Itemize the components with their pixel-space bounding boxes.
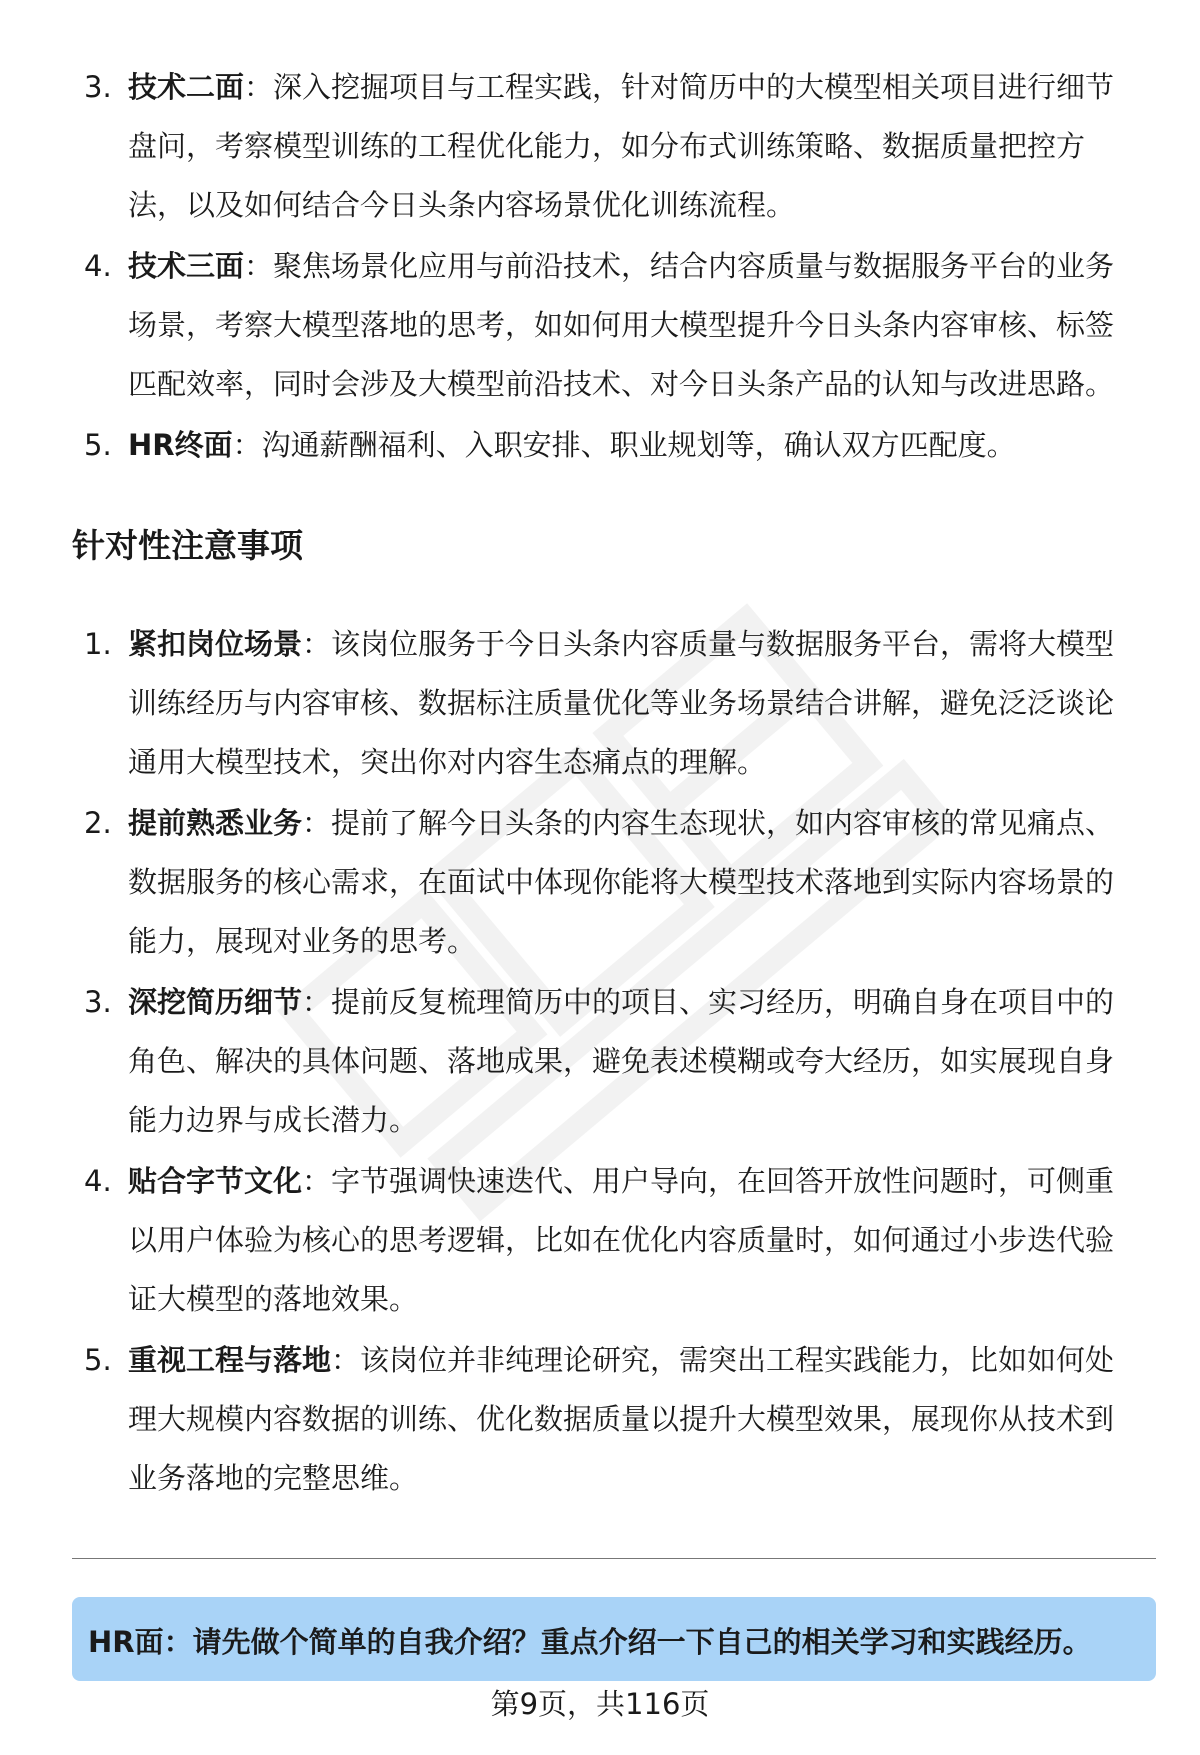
section-title: 针对性注意事项: [72, 526, 303, 565]
item-text: 训练经历与内容审核、数据标注质量优化等业务场景结合讲解，避免泛泛谈论: [128, 686, 1115, 720]
list-item: 5. HR终面：沟通薪酬福利、入职安排、职业规划等，确认双方匹配度。: [128, 416, 1148, 475]
list-number: 5.: [84, 428, 112, 462]
item-text: 该岗位并非纯理论研究，需突出工程实践能力，比如如何处: [360, 1343, 1115, 1377]
item-text: 法，以及如何结合今日头条内容场景优化训练流程。: [128, 188, 796, 222]
divider: [72, 1558, 1156, 1559]
list-item: 1. 紧扣岗位场景：该岗位服务于今日头条内容质量与数据服务平台，需将大模型 训练经历与内容审核、数据标注质量优化等业务场景结合讲解，避免泛泛谈论 通用大模型技术，突出你对内容生态痛点的理解。: [128, 615, 1148, 792]
list-item: 2. 提前熟悉业务：提前了解今日头条的内容生态现状，如内容审核的常见痛点、 数据服务的核心需求，在面试中体现你能将大模型技术落地到实际内容场景的 能力，展现对业务的思考。: [128, 794, 1148, 971]
item-text: 能力，展现对业务的思考。: [128, 924, 477, 958]
list-number: 1.: [84, 627, 112, 661]
item-text: 提前了解今日头条的内容生态现状，如内容审核的常见痛点、: [331, 806, 1115, 840]
question-box: [72, 1597, 1156, 1681]
item-text: 能力边界与成长潜力。: [128, 1103, 419, 1137]
item-text: 字节强调快速迭代、用户导向，在回答开放性问题时，可侧重: [331, 1164, 1115, 1198]
item-text: 数据服务的核心需求，在面试中体现你能将大模型技术落地到实际内容场景的: [128, 865, 1115, 899]
item-text: 以用户体验为核心的思考逻辑，比如在优化内容质量时，如何通过小步迭代验: [128, 1223, 1115, 1257]
list-item: 4. 贴合字节文化：字节强调快速迭代、用户导向，在回答开放性问题时，可侧重 以用户体验为核心的思考逻辑，比如在优化内容质量时，如何通过小步迭代验 证大模型的落地效果。: [128, 1152, 1148, 1329]
item-title: 技术三面: [128, 249, 245, 283]
list-item: 5. 重视工程与落地：该岗位并非纯理论研究，需突出工程实践能力，比如如何处 理大规模内容数据的训练、优化数据质量以提升大模型效果，展现你从技术到 业务落地的完整思维。: [128, 1331, 1148, 1508]
list-number: 2.: [84, 806, 112, 840]
page-number: 第9页，共116页: [490, 1687, 710, 1721]
item-text: 匹配效率，同时会涉及大模型前沿技术、对今日头条产品的认知与改进思路。: [128, 367, 1115, 401]
question-text: HR面：请先做个简单的自我介绍？重点介绍一下自己的相关学习和实践经历。: [88, 1625, 1092, 1659]
item-text: 盘问，考察模型训练的工程优化能力，如分布式训练策略、数据质量把控方: [128, 129, 1086, 163]
list-item: 3. 深挖简历细节：提前反复梳理简历中的项目、实习经历，明确自身在项目中的 角色、解决的具体问题、落地成果，避免表述模糊或夸大经历，如实展现自身 能力边界与成长潜力。: [128, 973, 1148, 1150]
item-text: 场景，考察大模型落地的思考，如如何用大模型提升今日头条内容审核、标签: [128, 308, 1115, 342]
item-text: 聚焦场景化应用与前沿技术，结合内容质量与数据服务平台的业务: [273, 249, 1115, 283]
item-text: 沟通薪酬福利、入职安排、职业规划等，确认双方匹配度。: [261, 428, 1016, 462]
list-number: 3.: [84, 70, 112, 104]
item-text: 证大模型的落地效果。: [128, 1282, 419, 1316]
item-title: 贴合字节文化: [128, 1164, 303, 1198]
list-number: 5.: [84, 1343, 112, 1377]
item-title: 紧扣岗位场景: [128, 627, 303, 661]
item-text: 理大规模内容数据的训练、优化数据质量以提升大模型效果，展现你从技术到: [128, 1402, 1115, 1436]
item-text: 角色、解决的具体问题、落地成果，避免表述模糊或夸大经历，如实展现自身: [128, 1044, 1115, 1078]
item-title: 提前熟悉业务: [128, 806, 303, 840]
list-number: 4.: [84, 249, 112, 283]
list-number: 3.: [84, 985, 112, 1019]
item-title: 深挖简历细节: [128, 985, 303, 1019]
item-text: 提前反复梳理简历中的项目、实习经历，明确自身在项目中的: [331, 985, 1115, 1019]
item-text: 通用大模型技术，突出你对内容生态痛点的理解。: [128, 745, 767, 779]
item-title: 重视工程与落地: [128, 1343, 332, 1377]
list-item: 3. 技术二面：深入挖掘项目与工程实践，针对简历中的大模型相关项目进行细节 盘问，考察模型训练的工程优化能力，如分布式训练策略、数据质量把控方 法，以及如何结合今日头条内容场景优化训练流程。: [128, 58, 1148, 235]
list-number: 4.: [84, 1164, 112, 1198]
item-text: 深入挖掘项目与工程实践，针对简历中的大模型相关项目进行细节: [273, 70, 1115, 104]
list-item: 4. 技术三面：聚焦场景化应用与前沿技术，结合内容质量与数据服务平台的业务 场景，考察大模型落地的思考，如如何用大模型提升今日头条内容审核、标签 匹配效率，同时会涉及大模型前沿技术、对今日头条产品的认知与改进思路。: [128, 237, 1148, 414]
item-text: 该岗位服务于今日头条内容质量与数据服务平台，需将大模型: [331, 627, 1115, 661]
item-text: 业务落地的完整思维。: [128, 1461, 419, 1495]
item-title: 技术二面: [128, 70, 245, 104]
item-title: HR终面: [128, 428, 233, 462]
